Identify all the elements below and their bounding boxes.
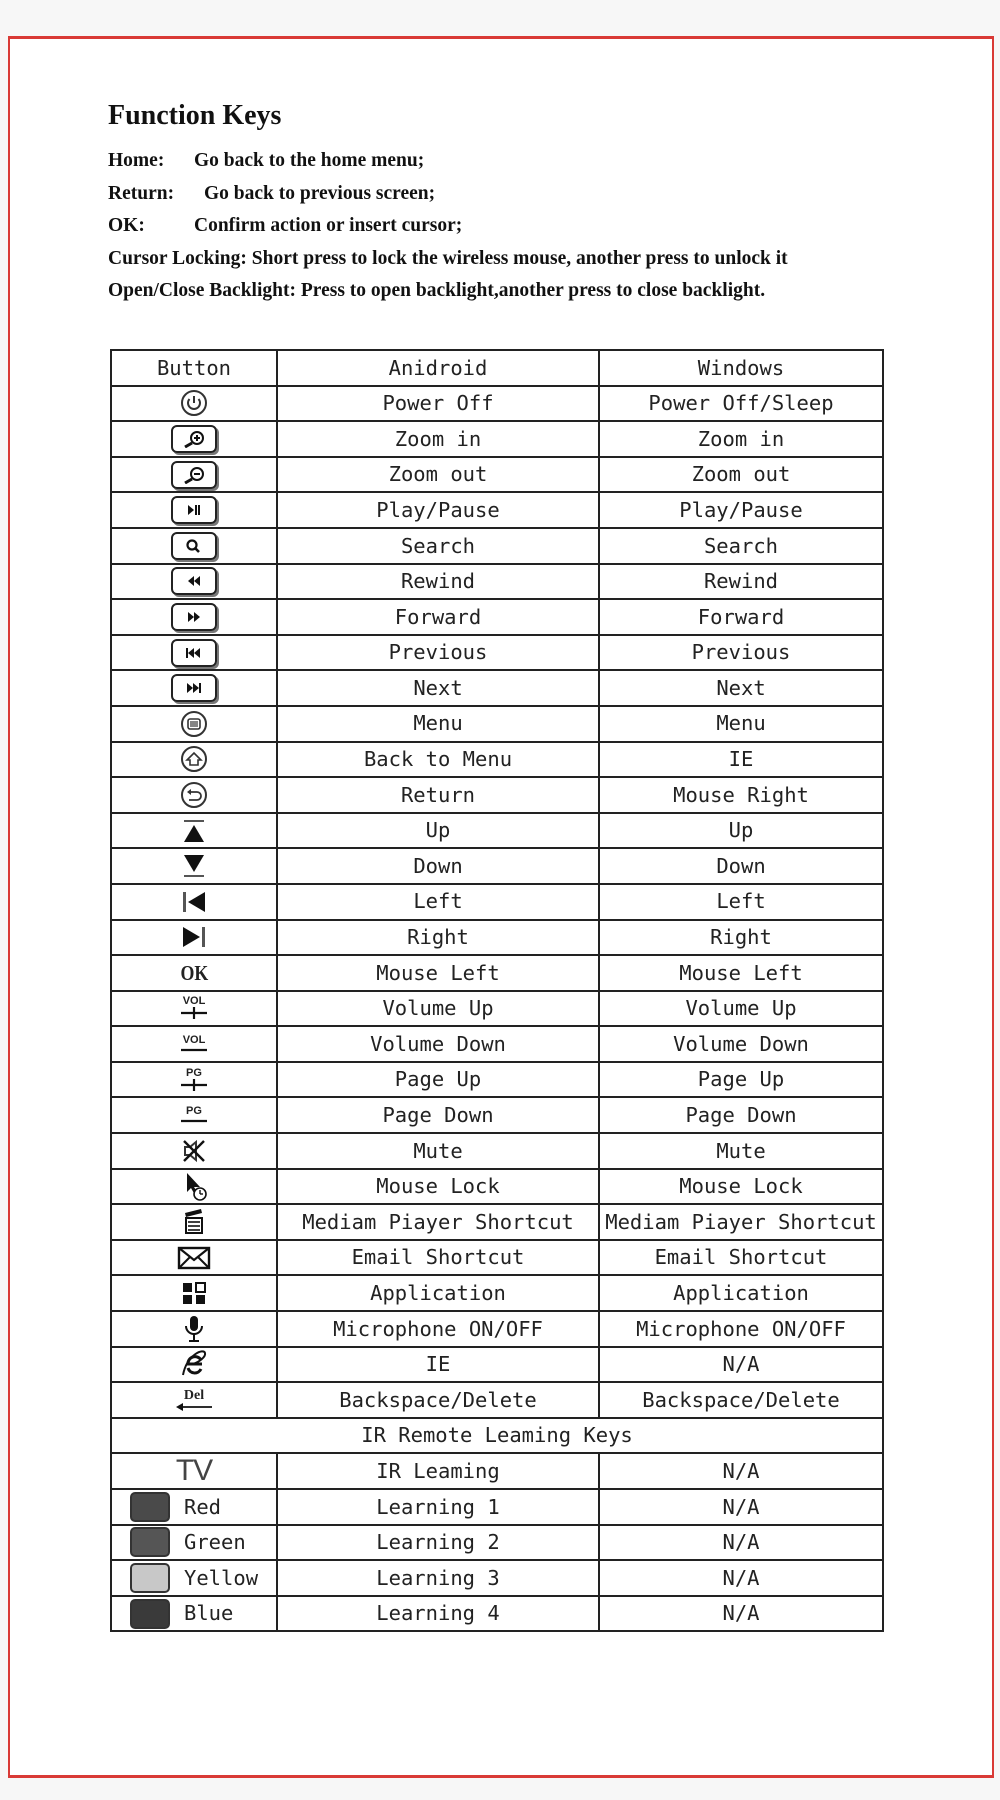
table-row <box>111 1204 883 1240</box>
table-row <box>111 1453 883 1489</box>
color-swatch-icon <box>130 1527 170 1557</box>
android-function: Mouse Lock <box>277 1169 599 1205</box>
delete-icon <box>174 1389 214 1412</box>
windows-function: Page Down <box>599 1097 883 1133</box>
windows-function: N/A <box>599 1525 883 1561</box>
windows-function: Down <box>599 848 883 884</box>
table-row <box>111 777 883 813</box>
color-button-label: Yellow <box>184 1565 259 1590</box>
table-row <box>111 1097 883 1133</box>
button-icon-cell <box>111 1347 277 1383</box>
windows-function: Rewind <box>599 564 883 600</box>
header-android: Anidroid <box>277 350 599 386</box>
section-title: IR Remote Leaming Keys <box>111 1418 883 1454</box>
microphone-icon <box>179 1313 209 1345</box>
description-backlight: Open/Close Backlight: Press to open backlight,another press to close backlight. <box>108 280 766 302</box>
android-function: Up <box>277 813 599 849</box>
windows-function: Search <box>599 528 883 564</box>
windows-function: Zoom in <box>599 421 883 457</box>
page-up-icon <box>179 1068 209 1092</box>
android-function: Down <box>277 848 599 884</box>
search-icon <box>171 532 217 560</box>
android-function: Page Up <box>277 1062 599 1098</box>
button-icon-cell <box>111 1489 277 1525</box>
button-icon-cell <box>111 1275 277 1311</box>
windows-function: N/A <box>599 1489 883 1525</box>
table-row <box>111 1560 883 1596</box>
android-function: Mouse Left <box>277 955 599 991</box>
table-header-row <box>111 350 883 386</box>
windows-function: N/A <box>599 1347 883 1383</box>
header-windows: Windows <box>599 350 883 386</box>
button-icon-cell <box>111 1026 277 1062</box>
table-row <box>111 564 883 600</box>
power-icon <box>179 388 209 418</box>
windows-function: Email Shortcut <box>599 1240 883 1276</box>
windows-function: Mouse Right <box>599 777 883 813</box>
android-function: Return <box>277 777 599 813</box>
button-icon-cell <box>111 1596 277 1632</box>
table-row <box>111 706 883 742</box>
table-row <box>111 848 883 884</box>
return-icon <box>179 780 209 810</box>
button-icon-cell <box>111 1133 277 1169</box>
button-icon-cell <box>111 777 277 813</box>
button-icon-cell <box>111 1062 277 1098</box>
button-icon-cell <box>111 920 277 956</box>
volume-down-icon <box>179 1035 209 1055</box>
color-swatch-icon <box>130 1563 170 1593</box>
windows-function: Microphone ON/OFF <box>599 1311 883 1347</box>
button-icon-cell <box>111 457 277 493</box>
page-down-icon <box>179 1106 209 1126</box>
windows-function: Left <box>599 884 883 920</box>
color-button-label: Green <box>184 1530 246 1555</box>
home-icon <box>179 744 209 774</box>
windows-function: Next <box>599 670 883 706</box>
android-function: Previous <box>277 635 599 671</box>
android-function: Power Off <box>277 386 599 422</box>
table-row <box>111 884 883 920</box>
android-function: Zoom in <box>277 421 599 457</box>
windows-function: Page Up <box>599 1062 883 1098</box>
button-icon-cell <box>111 991 277 1027</box>
button-icon-cell <box>111 528 277 564</box>
table-row <box>111 1311 883 1347</box>
left-icon <box>179 887 209 917</box>
color-button-label: Blue <box>184 1601 234 1626</box>
button-icon-cell <box>111 1097 277 1133</box>
next-icon <box>171 674 217 702</box>
button-icon-cell <box>111 670 277 706</box>
description-home: Home: Go back to the home menu; <box>108 150 425 171</box>
windows-function: Mediam Piayer Shortcut <box>599 1204 883 1240</box>
mouse-lock-icon <box>179 1170 209 1202</box>
color-swatch-icon <box>130 1492 170 1522</box>
table-row <box>111 492 883 528</box>
ie-icon <box>179 1348 209 1380</box>
email-icon <box>177 1245 211 1271</box>
table-row <box>111 813 883 849</box>
windows-function: Backspace/Delete <box>599 1382 883 1418</box>
android-function: Learning 4 <box>277 1596 599 1632</box>
up-icon <box>179 816 209 846</box>
windows-function: N/A <box>599 1596 883 1632</box>
android-function: Backspace/Delete <box>277 1382 599 1418</box>
button-icon-cell <box>111 1560 277 1596</box>
button-icon-cell <box>111 421 277 457</box>
windows-function: Up <box>599 813 883 849</box>
windows-function: IE <box>599 742 883 778</box>
android-function: IE <box>277 1347 599 1383</box>
android-function: Mediam Piayer Shortcut <box>277 1204 599 1240</box>
play-pause-icon <box>171 496 217 524</box>
description-return: Return: Go back to previous screen; <box>108 182 436 204</box>
volume-up-icon <box>179 996 209 1020</box>
windows-function: Mute <box>599 1133 883 1169</box>
android-function: Learning 2 <box>277 1525 599 1561</box>
menu-icon <box>179 709 209 739</box>
button-icon-cell <box>111 848 277 884</box>
table-row <box>111 1026 883 1062</box>
function-key-descriptions <box>108 150 788 313</box>
windows-function: Mouse Left <box>599 955 883 991</box>
android-function: Back to Menu <box>277 742 599 778</box>
table-row <box>111 599 883 635</box>
previous-icon <box>171 639 217 667</box>
button-icon-cell <box>111 1240 277 1276</box>
android-function: Next <box>277 670 599 706</box>
windows-function: Mouse Lock <box>599 1169 883 1205</box>
button-icon-cell <box>111 1525 277 1561</box>
table-row <box>111 528 883 564</box>
android-function: Forward <box>277 599 599 635</box>
android-function: Zoom out <box>277 457 599 493</box>
table-row <box>111 955 883 991</box>
windows-function: Previous <box>599 635 883 671</box>
button-icon-cell <box>111 564 277 600</box>
table-row <box>111 1240 883 1276</box>
table-row <box>111 457 883 493</box>
table-row <box>111 1596 883 1632</box>
icon-label: VOL <box>182 1033 206 1046</box>
button-icon-cell <box>111 1311 277 1347</box>
windows-function: Menu <box>599 706 883 742</box>
windows-function: Volume Down <box>599 1026 883 1062</box>
color-swatch-icon <box>130 1599 170 1629</box>
table-row <box>111 635 883 671</box>
button-icon-cell <box>111 1169 277 1205</box>
table-row <box>111 670 883 706</box>
description-ok: OK: Confirm action or insert cursor; <box>108 215 463 237</box>
icon-label: PG <box>186 1104 202 1117</box>
rewind-icon <box>171 567 217 595</box>
media-player-icon <box>179 1207 209 1237</box>
windows-function: Forward <box>599 599 883 635</box>
header-button: Button <box>111 350 277 386</box>
android-function: Email Shortcut <box>277 1240 599 1276</box>
table-row <box>111 1382 883 1418</box>
page-title: Function Keys <box>108 100 282 131</box>
button-icon-cell <box>111 492 277 528</box>
android-function: Rewind <box>277 564 599 600</box>
zoom-in-icon <box>171 425 217 453</box>
android-function: Microphone ON/OFF <box>277 1311 599 1347</box>
button-icon-cell <box>111 1382 277 1418</box>
android-function: Right <box>277 920 599 956</box>
android-function: Application <box>277 1275 599 1311</box>
application-icon <box>179 1278 209 1308</box>
android-function: Mute <box>277 1133 599 1169</box>
android-function: Left <box>277 884 599 920</box>
button-icon-cell <box>111 1204 277 1240</box>
android-function: Play/Pause <box>277 492 599 528</box>
table-row <box>111 920 883 956</box>
right-icon <box>179 922 209 952</box>
table-row <box>111 421 883 457</box>
windows-function: Application <box>599 1275 883 1311</box>
android-function: Learning 1 <box>277 1489 599 1525</box>
table-row <box>111 386 883 422</box>
windows-function: Zoom out <box>599 457 883 493</box>
android-function: Volume Down <box>277 1026 599 1062</box>
android-function: Search <box>277 528 599 564</box>
icon-label: OK <box>180 960 208 985</box>
android-function: Volume Up <box>277 991 599 1027</box>
windows-function: Right <box>599 920 883 956</box>
icon-label: VOL <box>182 995 206 1008</box>
android-function: Learning 3 <box>277 1560 599 1596</box>
button-icon-cell <box>111 955 277 991</box>
forward-icon <box>171 603 217 631</box>
table-row <box>111 1347 883 1383</box>
mute-icon <box>179 1136 209 1166</box>
table-row <box>111 742 883 778</box>
button-icon-cell <box>111 386 277 422</box>
icon-label: Del <box>183 1387 205 1403</box>
tv-icon: TV <box>175 1454 213 1488</box>
ok-icon <box>178 960 211 985</box>
table-row <box>111 1169 883 1205</box>
windows-function: N/A <box>599 1453 883 1489</box>
table-row <box>111 991 883 1027</box>
icon-label: PG <box>186 1066 202 1079</box>
color-button-label: Red <box>184 1494 222 1519</box>
android-function: IR Leaming <box>277 1453 599 1489</box>
windows-function: Volume Up <box>599 991 883 1027</box>
button-icon-cell <box>111 813 277 849</box>
button-icon-cell <box>111 884 277 920</box>
table-row <box>111 1062 883 1098</box>
table-row <box>111 1489 883 1525</box>
button-icon-cell <box>111 706 277 742</box>
windows-function: N/A <box>599 1560 883 1596</box>
button-icon-cell <box>111 1453 277 1489</box>
button-icon-cell <box>111 742 277 778</box>
description-cursor-locking: Cursor Locking: Short press to lock the wireless mouse, another press to unlock it <box>108 247 788 269</box>
windows-function: Power Off/Sleep <box>599 386 883 422</box>
section-row <box>111 1418 883 1454</box>
down-icon <box>179 851 209 881</box>
function-keys-table <box>110 349 884 1632</box>
zoom-out-icon <box>171 461 217 489</box>
table-row <box>111 1525 883 1561</box>
button-icon-cell <box>111 635 277 671</box>
android-function: Page Down <box>277 1097 599 1133</box>
windows-function: Play/Pause <box>599 492 883 528</box>
button-icon-cell <box>111 599 277 635</box>
table-row <box>111 1275 883 1311</box>
android-function: Menu <box>277 706 599 742</box>
table-row <box>111 1133 883 1169</box>
